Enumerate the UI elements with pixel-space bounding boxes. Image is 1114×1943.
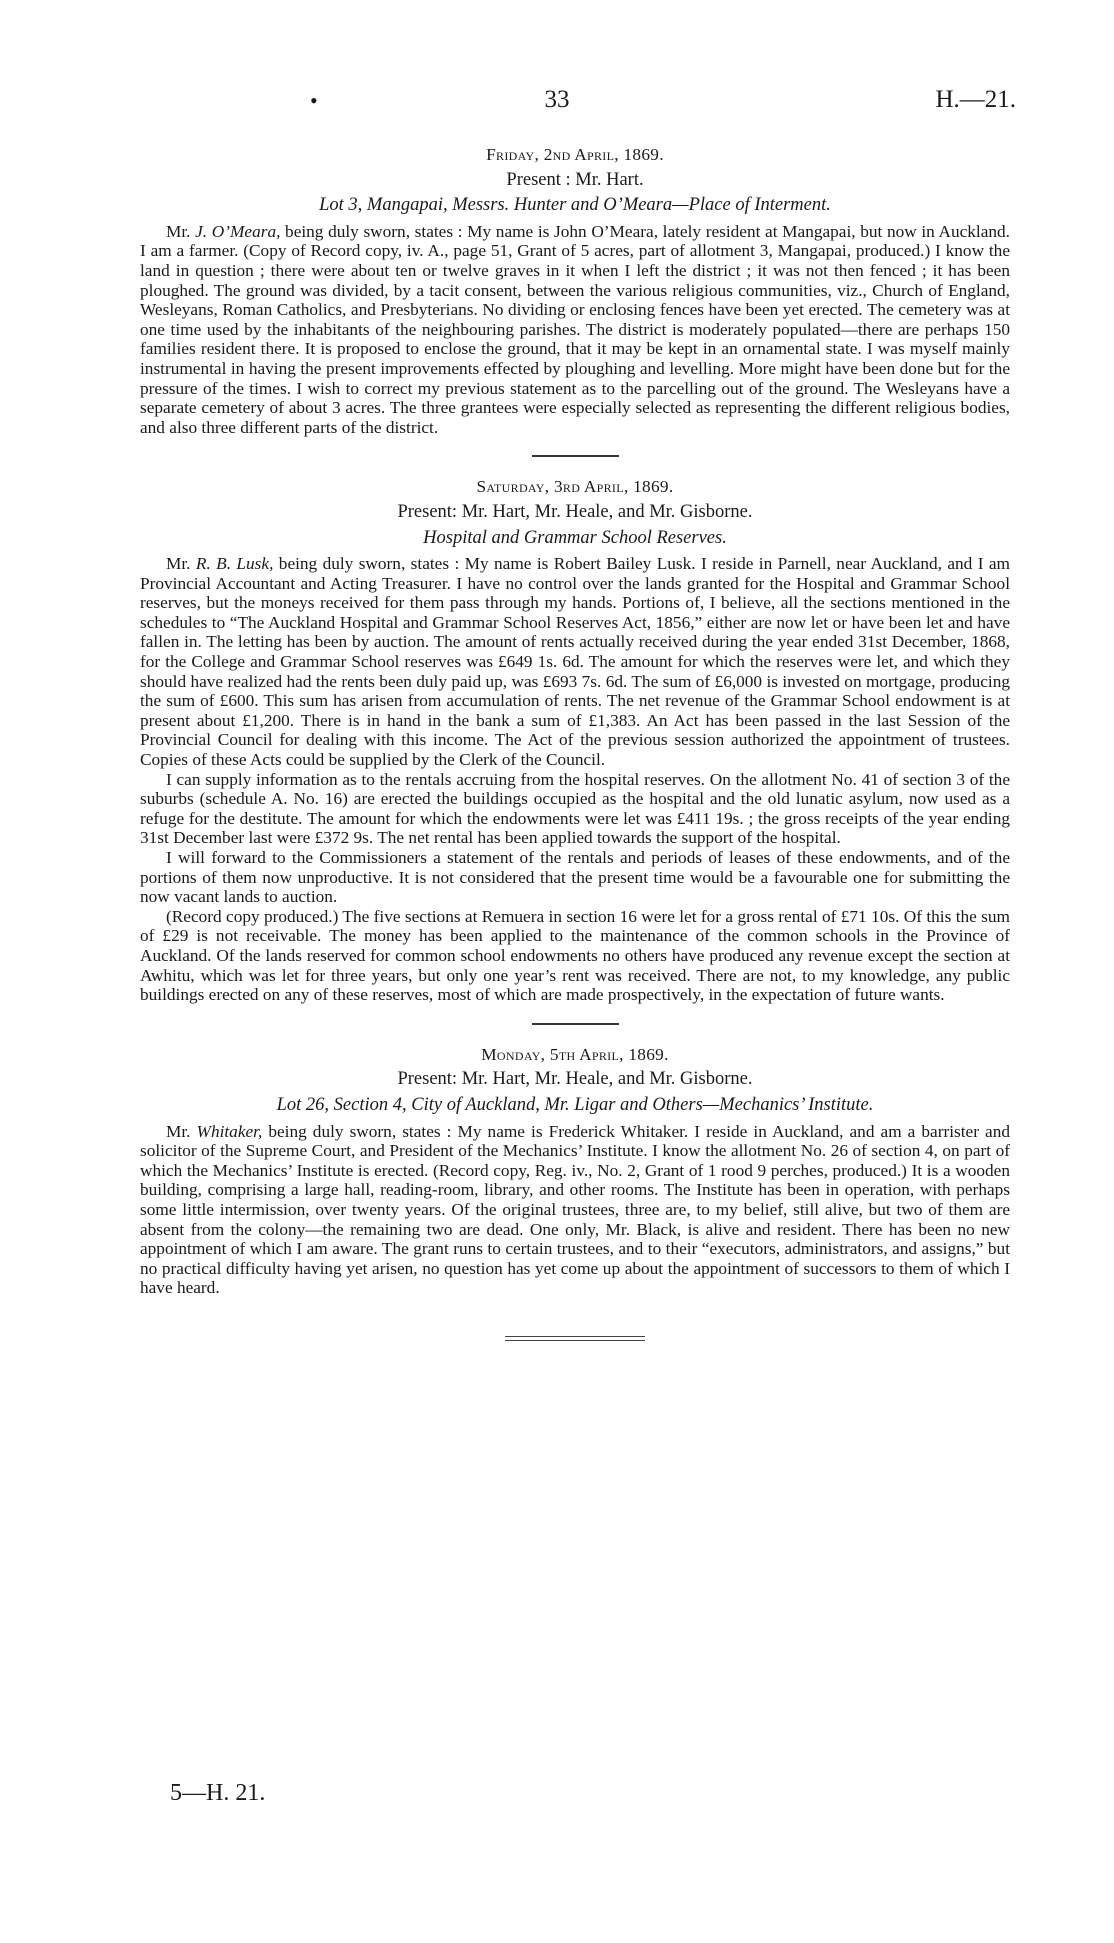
testimony-paragraph: I will forward to the Commissioners a statement of the rentals and periods of leases of these endowments, and of the portions of them now unproductive. It is not considered that the present time would be a favourable one for submitting the now vacant lands to auction. bbox=[140, 848, 1010, 907]
document-reference: H.—21. bbox=[935, 86, 1016, 113]
hearing-subject: Lot 3, Mangapai, Messrs. Hunter and O’Meara—Place of Interment. bbox=[319, 195, 831, 216]
hearing-subject: Hospital and Grammar School Reserves. bbox=[423, 527, 727, 548]
hearing-date: Monday, 5th April, 1869. bbox=[481, 1044, 669, 1064]
hearing-section-monday bbox=[140, 1045, 1010, 1298]
testimony-paragraph: Mr. R. B. Lusk, being duly sworn, states : My name is Robert Bailey Lusk. I reside in Parnell, near Auckland, and I am Provincial Accountant and Acting Treasurer. I have no control over the lands granted for the Hospital and Grammar School reserves, but the moneys received for them pass through my hands. Portions of, I believe, all the sections mentioned in the schedules to “The Auckland Hospital and Grammar School Reserves Act, 1856,” either are now let or have been let and have fallen in. The letting has been by auction. The amount of rents actually received during the year ended 31st December, 1868, for the College and Grammar School reserves was £649 1s. 6d. The amount for which the reserves were let, and which they should have realized had the rents been duly paid up, was £693 7s. 6d. The sum of £6,000 is invested on mortgage, producing the sum of £600. This sum has arisen from accumulation of rents. The net revenue of the Grammar School endowment is at present about £1,200. There is in hand in the bank a sum of £1,383. An Act has been passed in the last Session of the Provincial Council for dealing with this income. The Act of the previous session authorized the appointment of trustees. Copies of these Acts could be supplied by the Clerk of the Council. bbox=[140, 554, 1010, 770]
signature-mark: 5—H. 21. bbox=[170, 1780, 266, 1806]
testimony-paragraph: Mr. J. O’Meara, being duly sworn, states : My name is John O’Meara, lately resident at Mangapai, but now in Auckland. I am a farmer. (Copy of Record copy, iv. A., page 51, Grant of 5 acres, part of allotment 3, Mangapai, produced.) I know the land in question ; there were about ten or twelve graves in it when I left the district ; it was not then fenced ; it has been ploughed. The ground was divided, by a tacit consent, between the various religious communities, viz., Church of England, Wesleyans, Roman Catholics, and Presbyterians. No dividing or enclosing fences have been yet erected. The cemetery was at one time used by the inhabitants of the neighbouring parishes. The district is moderately populated—there are perhaps 150 families resident there. It is proposed to enclose the ground, that it may be kept in an ornamental state. I was myself mainly instrumental in having the present improvements effected by ploughing and levelling. More might have been done but for the pressure of the times. I wish to correct my previous statement as to the parcelling out of the ground. The Wesleyans have a separate cemetery of about 3 acres. The three grantees were especially selected as representing the different religious bodies, and also three different parts of the district. bbox=[140, 221, 1010, 437]
page-number: 33 bbox=[544, 86, 570, 113]
section-divider bbox=[532, 455, 619, 457]
bullet-mark: • bbox=[310, 88, 318, 113]
hearing-date: Friday, 2nd April, 1869. bbox=[486, 145, 664, 164]
document-body bbox=[140, 145, 1010, 1344]
hearing-date: Saturday, 3rd April, 1869. bbox=[476, 477, 674, 497]
end-double-rule bbox=[505, 1336, 645, 1344]
present-line: Present : Mr. Hart. bbox=[506, 169, 644, 190]
present-line: Present: Mr. Hart, Mr. Heale, and Mr. Gisborne. bbox=[397, 501, 753, 522]
end-rule-line bbox=[505, 1340, 645, 1344]
testimony-paragraph: I can supply information as to the rentals accruing from the hospital reserves. On the allotment No. 41 of section 3 of the suburbs (schedule A. No. 16) are erected the buildings occupied as the hospital and the old lunatic asylum, now used as a refuge for the destitute. The amount for which the endowments were let was £411 19s. ; the gross receipts of the year ending 31st December last were £372 9s. The net rental has been applied towards the support of the hospital. bbox=[140, 769, 1010, 848]
present-line: Present: Mr. Hart, Mr. Heale, and Mr. Gisborne. bbox=[397, 1069, 753, 1090]
section-divider bbox=[532, 1023, 619, 1025]
testimony-paragraph: Mr. Whitaker, being duly sworn, states : My name is Frederick Whitaker. I reside in Auckland, and am a barrister and solicitor of the Supreme Court, and President of the Mechanics’ Institute. I know the allotment No. 26 of section 4, on part of which the Mechanics’ Institute is erected. (Record copy, Reg. iv., No. 2, Grant of 1 rood 9 perches, produced.) It is a wooden building, comprising a large hall, reading-room, library, and other rooms. The Institute has been in operation, with perhaps some little intermission, over twenty years. Of the original trustees, three are, to my belief, still alive, but two of them are absent from the colony—the remaining two are dead. One only, Mr. Black, is alive and resident. There has been no new appointment of which I am aware. The grant runs to certain trustees, and to their “executors, administrators, and assigns,” but no practical difficulty having yet arisen, no question has yet come up about the appointment of successors to them of which I have heard. bbox=[140, 1121, 1010, 1298]
witness-name: Whitaker, bbox=[196, 1121, 263, 1141]
witness-name: R. B. Lusk, bbox=[195, 554, 274, 574]
page-header bbox=[0, 86, 1114, 126]
hearing-section-saturday bbox=[140, 477, 1010, 1004]
hearing-subject: Lot 26, Section 4, City of Auckland, Mr. Ligar and Others—Mechanics’ Institute. bbox=[276, 1094, 874, 1115]
hearing-section-friday bbox=[140, 145, 1010, 437]
witness-name: J. O’Meara, bbox=[195, 221, 281, 241]
testimony-paragraph: (Record copy produced.) The five sections at Remuera in section 16 were let for a gross rental of £71 10s. Of this the sum of £29 is not receivable. The money has been applied to the maintenance of the common schools in the Province of Auckland. Of the lands reserved for common school endowments no others have produced any revenue except the section at Awhitu, which was let for three years, but only one year’s rent was received. There are not, to my knowledge, any public buildings erected on any of these reserves, most of which are made prospectively, in the expectation of future wants. bbox=[140, 906, 1010, 1005]
